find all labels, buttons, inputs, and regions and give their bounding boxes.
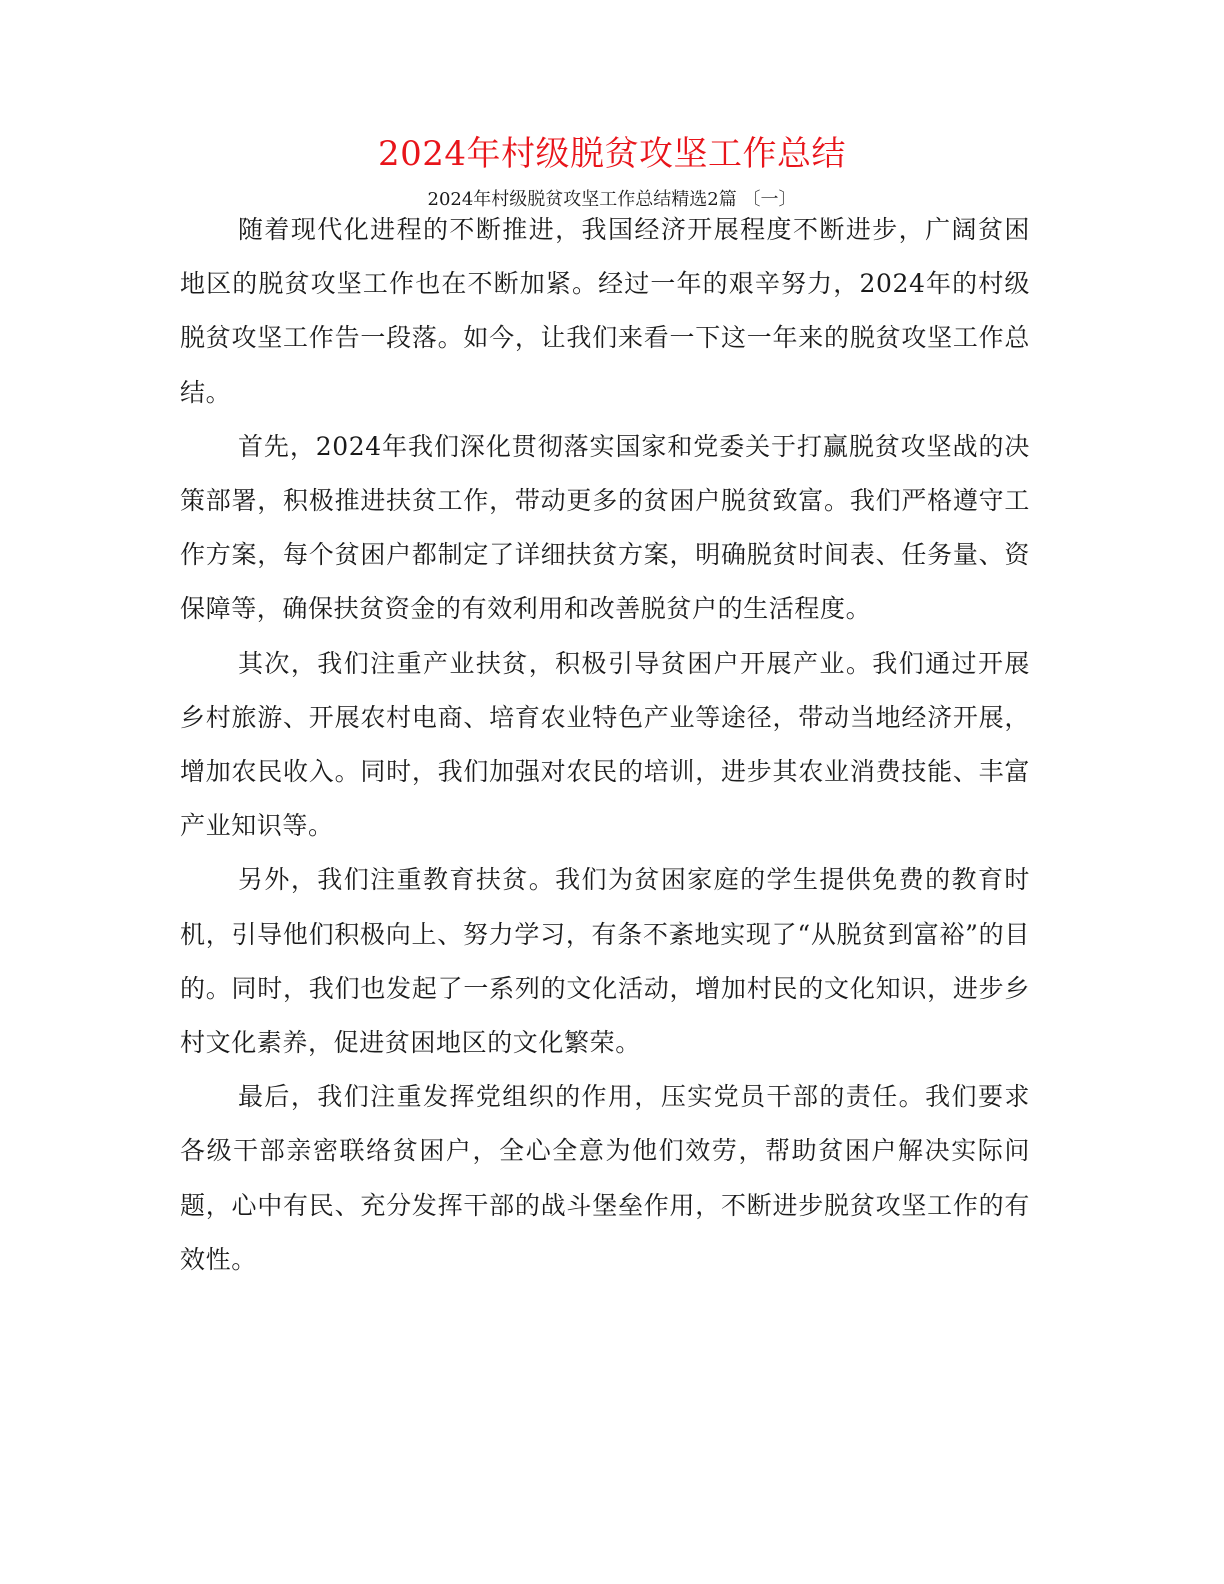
paragraph-third: 另外，我们注重教育扶贫。我们为贫困家庭的学生提供免费的教育时机，引导他们积极向上、努力学习，有条不紊地实现了“从脱贫到富裕”的目的。同时，我们也发起了一系列的文化活动，增加村民的文化知识，进步乡村文化素养，促进贫困地区的文化繁荣。 (180, 865, 1030, 1058)
paragraph-first: 首先，2024年我们深化贯彻落实国家和党委关于打赢脱贫攻坚战的决策部署，积极推进扶贫工作，带动更多的贫困户脱贫致富。我们严格遵守工作方案，每个贫困户都制定了详细扶贫方案，明确脱贫时间表、任务量、资保障等，确保扶贫资金的有效利用和改善脱贫户的生活程度。 (180, 431, 1030, 624)
document-body (180, 203, 1030, 1287)
document-title: 2024年村级脱贫攻坚工作总结 (377, 134, 847, 174)
paragraph-second: 其次，我们注重产业扶贫，积极引导贫困户开展产业。我们通过开展乡村旅游、开展农村电商、培育农业特色产业等途径，带动当地经济开展，增加农民收入。同时，我们加强对农民的培训，进步其农业消费技能、丰富产业知识等。 (180, 648, 1030, 841)
paragraph-last: 最后，我们注重发挥党组织的作用，压实党员干部的责任。我们要求各级干部亲密联络贫困户，全心全意为他们效劳，帮助贫困户解决实际问题，心中有民、充分发挥干部的战斗堡垒作用，不断进步脱贫攻坚工作的有效性。 (180, 1082, 1030, 1274)
document-subtitle: 2024年村级脱贫攻坚工作总结精选2篇 〔一〕 (427, 189, 797, 210)
paragraph-intro: 随着现代化进程的不断推进，我国经济开展程度不断进步，广阔贫困地区的脱贫攻坚工作也在不断加紧。经过一年的艰辛努力，2024年的村级脱贫攻坚工作告一段落。如今，让我们来看一下这一年来的脱贫攻坚工作总结。 (180, 215, 1030, 407)
